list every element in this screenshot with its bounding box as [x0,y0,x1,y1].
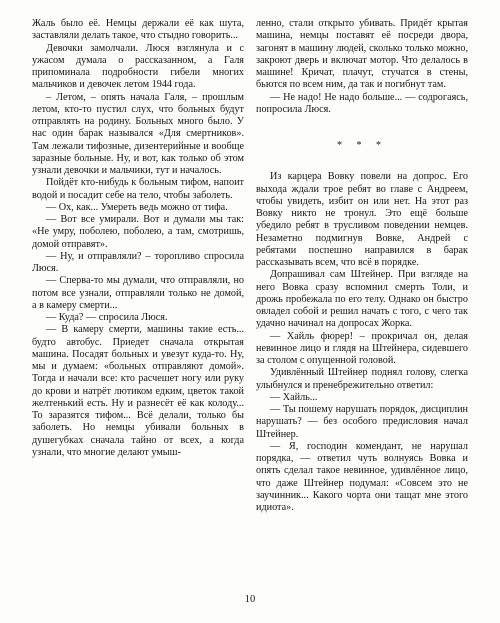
paragraph: Пойдёт кто-нибудь к больным тифом, напоит водой и посадит себе на тело, чтобы заболеть. [32,177,244,201]
paragraph: — Сперва-то мы думали, что отправляли, но потом все узнали, отправляли только не домой, а в камеру смерти... [32,275,244,311]
paragraph: — Хайль... [270,391,318,403]
right-column [256,18,468,514]
paragraph: — Ты пошему нарушать порядок, дисциплин нарушать? — без особого предисловия начал Штейнер. [256,404,468,440]
left-column [32,18,244,459]
page-number: 10 [244,594,256,605]
paragraph: — В камеру смерти, машины такие есть... будто автобус. Приедет сначала открытая машина. Посадят больных и увезут куда-то. Ну, мы и думаем: «больных отправляют домой». Тогда и начали все: кто расчешет ногу или руку до крови и натрёт лютиком едким, цветок такой желтенький есть. Ну и разнесёт её как колоду... То заразятся тифом... Всё делали, только бы заболеть. Но немцы убивали больных в душегубках сначала тайно от всех, а когда узнали, что многие делают умыш- [32,324,244,458]
paragraph: Удивлённый Штейнер поднял голову, слегка улыбнулся и пренебрежительно ответил: [256,367,468,391]
paragraph: Жаль было её. Немцы держали её как шута, заставляли делать такое, что стыдно говорить... [32,18,244,42]
paragraph: — Ох, как... Умереть ведь можно от тифа. [46,201,228,213]
paragraph: Из карцера Вовку повели на допрос. Его выхода ждали трое ребят во главе с Андреем, чтобы увидеть, избит он или нет. На этот раз Вовку никто не тронул. Это ещё больше убедило ребят в трусливом поведении немцев. Незаметно подмигнув Вовке, Андрей с ребятами поспешно направился в барак рассказывать всем, что всё в порядке. [256,171,468,268]
paragraph: ленно, стали открыто убивать. Придёт крытая машина, немцы поставят её посреди двора, загонят в машину людей, сколько только можно, закроют дверь и включат мотор. Что делалось в машине! Кричат, плачут, стучатся в стены, бьются по всем ним, да так и погибнут там. [256,18,468,91]
paragraph: – Летом, – опять начала Галя, – прошлым летом, кто-то пустил слух, что больных будут отправлять на родину. Больных много было. У нас один барак назывался «Для смертников». Там лежали тифозные, дизентерийные и вообще заразные больные. Ну, и вот, как только об этом узнали девочки и мальчики, тут и началось. [32,91,244,176]
paragraph: — Ну, и отправляли? – торопливо спросила Люся. [32,250,244,274]
paragraph: — Куда? — спросила Люся. [46,312,168,323]
section-separator: * * * [337,140,387,151]
paragraph: — Не надо! Не надо больше... — содрогаясь, попросила Люся. [256,91,468,115]
paragraph: Допрашивал сам Штейнер. При взгляде на него Вовка сразу вспомнил смерть Толи, и дрожь пробежала по его телу. Однако он быстро овладел собой и решил начать с того, с чего так удачно начинал на допросах Жорка. [256,269,468,330]
paragraph: — Хайль фюрер! – прокричал он, делая невинное лицо и глядя на Штейнера, сидевшего за столом с опущенной головой. [256,330,468,366]
paragraph: Девочки замолчали. Люся взглянула и с ужасом думала о рассказанном, а Галя припоминала подробности гибели многих мальчиков и девочек летом 1944 года. [32,42,244,91]
paragraph: — Вот все умирали. Вот и думали мы так: «Не умру, поболею, поболею, а там, смотришь, домой отправят». [32,214,244,250]
paragraph: — Я, господин комендант, не нарушал порядка, — ответил чуть волнуясь Вовка и опять сделал такое невинное, удивлённое лицо, что даже Штейнер подумал: «Совсем это не заучинник... Какого чорта они тащат мне этого идиота». [256,440,468,513]
